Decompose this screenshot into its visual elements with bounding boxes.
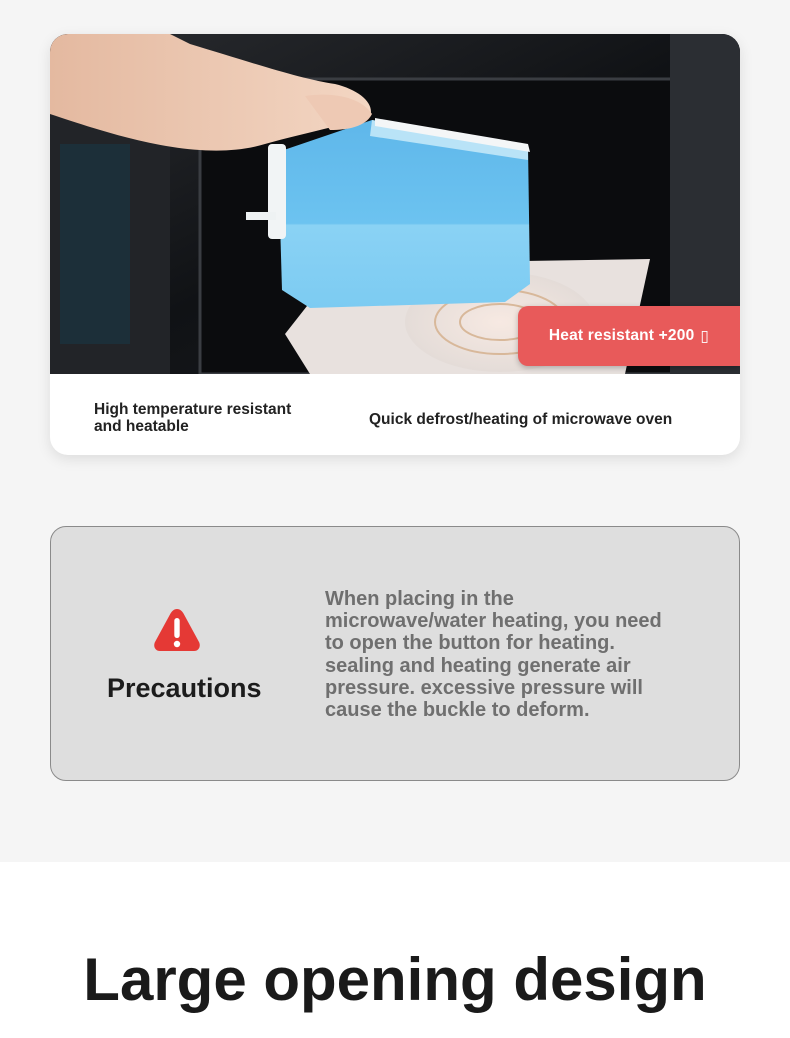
opening-design-section: [0, 862, 790, 1038]
precaution-line: cause the buckle to deform.: [325, 699, 590, 722]
precautions-description: [325, 588, 705, 721]
feature-left-line-1: High temperature resistant: [94, 401, 292, 418]
precaution-line: sealing and heating generate air: [325, 654, 631, 677]
precaution-line: to open the button for heating.: [325, 632, 615, 655]
precautions-title: Precautions: [107, 673, 262, 703]
precaution-line: microwave/water heating, you need: [325, 610, 662, 633]
feature-left-line-2: and heatable: [94, 418, 189, 435]
feature-microwave-defrost: Quick defrost/heating of microwave oven: [369, 411, 673, 428]
section-heading: Large opening design: [83, 946, 707, 1013]
precaution-line: When placing in the: [325, 588, 514, 610]
heat-resistant-badge: [518, 306, 740, 366]
product-card: [50, 34, 740, 455]
badge-text: Heat resistant +200: [548, 327, 695, 344]
precautions-panel: [50, 526, 740, 781]
unknown-glyph-icon: ▯: [700, 327, 710, 345]
precaution-line: pressure. excessive pressure will: [325, 676, 643, 699]
feature-heat-resistant: [94, 401, 344, 435]
warning-icon: [152, 606, 202, 654]
